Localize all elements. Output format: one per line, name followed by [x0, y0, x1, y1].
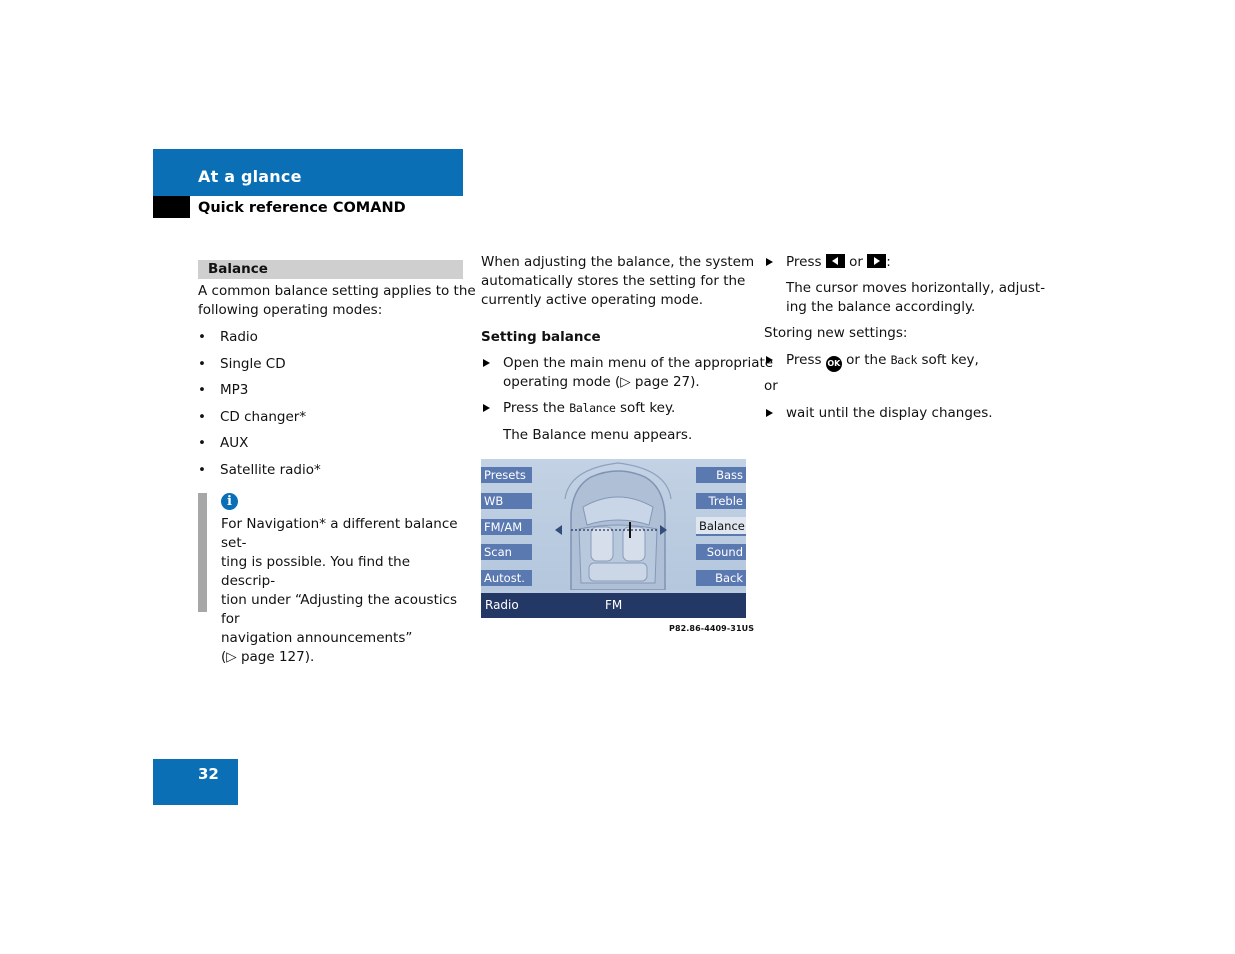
back-softkey-label: Back: [890, 353, 918, 367]
softkey-presets[interactable]: Presets: [481, 467, 532, 483]
result-line: ing the balance accordingly.: [786, 299, 976, 315]
paragraph-line: automatically stores the setting for the: [481, 273, 746, 289]
list-item: • Radio: [198, 328, 321, 355]
softkey-treble[interactable]: Treble: [696, 493, 746, 509]
info-line: (▷ page 127).: [221, 649, 315, 665]
softkey-scan[interactable]: Scan: [481, 544, 532, 560]
softkey-autost[interactable]: Autost.: [481, 570, 532, 586]
step-text: :: [886, 254, 891, 270]
step-arrow-icon: [483, 404, 490, 412]
or-text: or: [764, 378, 778, 394]
step-text: soft key,: [917, 352, 979, 368]
status-band: FM: [605, 598, 623, 612]
balance-section-heading: [198, 260, 463, 279]
step-text: soft key.: [615, 400, 676, 416]
section-heading-label: Balance: [208, 261, 268, 277]
list-item: • Satellite radio*: [198, 461, 321, 488]
step-press-balance: [503, 399, 675, 418]
intro-line: A common balance setting applies to the: [198, 283, 476, 299]
page-number: 32: [198, 765, 219, 783]
operating-modes-list: [198, 328, 321, 487]
softkey-bass[interactable]: Bass: [696, 467, 746, 483]
info-line: For Navigation* a different balance set-: [221, 516, 458, 551]
subheader-marker: [153, 196, 190, 218]
chapter-title: At a glance: [198, 167, 302, 186]
section-subtitle: Quick reference COMAND: [198, 200, 406, 216]
step-text: or: [844, 254, 868, 270]
step-text: Press the: [503, 400, 570, 416]
softkey-sound[interactable]: Sound: [696, 544, 746, 560]
step-arrow-icon: [766, 409, 773, 417]
step-line: operating mode (▷ page 27).: [503, 374, 700, 390]
step-result: [786, 279, 1045, 317]
ok-key-icon: OK: [826, 356, 842, 372]
step-wait: wait until the display changes.: [786, 405, 993, 421]
info-line: ting is possible. You find the descrip-: [221, 554, 411, 589]
softkey-wb[interactable]: WB: [481, 493, 532, 509]
paragraph-line: When adjusting the balance, the system: [481, 254, 755, 270]
softkey-back[interactable]: Back: [696, 570, 746, 586]
step-arrow-icon: [766, 356, 773, 364]
step-open-menu: [503, 354, 773, 392]
step-arrow-icon: [766, 258, 773, 266]
info-line: tion under “Adjusting the acoustics for: [221, 592, 458, 627]
result-line: The cursor moves horizontally, adjust-: [786, 280, 1046, 296]
step-result: The Balance menu appears.: [503, 427, 693, 443]
softkey-fm-am[interactable]: FM/AM: [481, 519, 532, 535]
step-press-arrows: [786, 253, 891, 272]
intro-paragraph: [198, 282, 476, 320]
storing-label: Storing new settings:: [764, 325, 908, 341]
info-icon: i: [221, 493, 238, 510]
step-text: Press: [786, 254, 826, 270]
info-note-bar: [198, 493, 207, 612]
right-arrow-key-icon: [867, 254, 886, 268]
intro-line: following operating modes:: [198, 302, 383, 318]
figure-caption: P82.86-4409-31US: [669, 624, 755, 633]
status-mode: Radio: [485, 598, 519, 612]
screen-status-bar: [481, 593, 746, 618]
page-number-box: [153, 759, 238, 805]
list-item: • MP3: [198, 381, 321, 408]
balance-left-arrow-icon: [555, 525, 562, 535]
step-arrow-icon: [483, 359, 490, 367]
step-line: Open the main menu of the appropriate: [503, 355, 774, 371]
left-arrow-key-icon: [826, 254, 845, 268]
list-item: • Single CD: [198, 355, 321, 382]
step-press-ok: [786, 351, 979, 372]
step-text: Press: [786, 352, 826, 368]
auto-store-paragraph: [481, 253, 754, 310]
comand-balance-screen: [481, 459, 746, 618]
balance-slider: [551, 521, 671, 539]
setting-balance-heading: Setting balance: [481, 329, 601, 345]
info-note-text: [221, 515, 466, 667]
list-item: • AUX: [198, 434, 321, 461]
info-line: navigation announcements”: [221, 630, 413, 646]
paragraph-line: currently active operating mode.: [481, 292, 704, 308]
balance-right-arrow-icon: [660, 525, 667, 535]
list-item: • CD changer*: [198, 408, 321, 435]
step-text: or the: [841, 352, 891, 368]
balance-softkey-label: Balance: [569, 401, 616, 415]
softkey-balance[interactable]: Balance: [696, 517, 746, 536]
